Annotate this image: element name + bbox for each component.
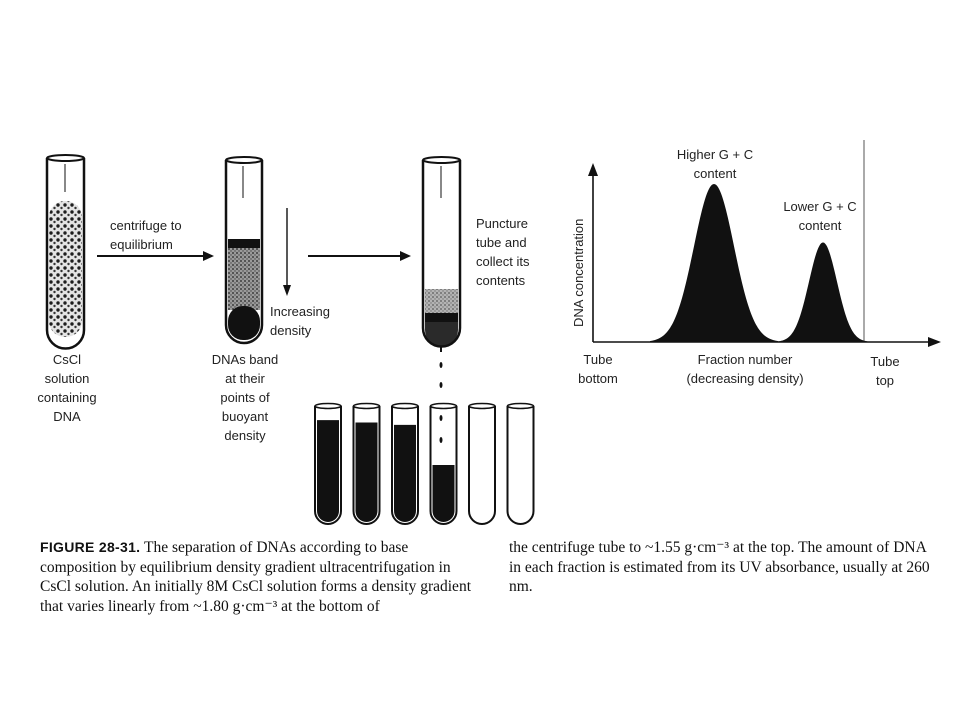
caption-left-text: The separation of DNAs according to base composition by equilibrium density gradient ultracentrifugation in CsCl solution. An initially 8M CsCl solution forms a density gradient that varies linearly from ~1.80 g·cm⁻³ at the bottom of: [40, 539, 471, 615]
arrow-centrifuge-head: [203, 251, 214, 261]
arrow-puncture-head: [400, 251, 411, 261]
peak-2: [778, 243, 868, 343]
fraction-tube-4: [431, 404, 457, 525]
arrow-centrifuge-label: centrifuge to equilibrium: [110, 218, 182, 252]
chart-x-left-label: Tube bottom: [578, 352, 618, 386]
tube1-rim: [47, 155, 84, 161]
fraction-tube-6: [508, 404, 534, 525]
tube1-caption: CsCl solution containing DNA: [37, 352, 97, 424]
fraction-tube-outline: [508, 406, 534, 524]
density-arrow-head: [283, 285, 291, 296]
caption-right-text: the centrifuge tube to ~1.55 g·cm⁻³ at the top. The amount of DNA in each fraction is estimated from its UV absorbance, usually at 260 nm.: [509, 539, 930, 595]
tube2-top-band: [228, 239, 260, 248]
figure-caption-right: [509, 538, 934, 597]
tube-cscl-solution: [47, 155, 84, 349]
fraction-tubes: [315, 404, 534, 525]
fraction-tube-1: [315, 404, 341, 525]
drop: [440, 382, 443, 388]
drop: [440, 437, 443, 443]
fraction-tube-2: [354, 404, 380, 525]
fraction-tube-3: [392, 404, 418, 525]
drop: [440, 362, 443, 368]
fraction-tube-outline: [469, 406, 495, 524]
chart-x-right-label: Tube top: [870, 354, 900, 388]
tube2-caption: DNAs band at their points of buoyant density: [211, 352, 279, 443]
tube2-gradient: [228, 246, 260, 310]
drops: [440, 362, 443, 443]
chart-x-axis-head: [928, 337, 941, 347]
fraction-tube-contents: [317, 420, 339, 522]
tube2-bottom-band: [228, 306, 260, 340]
fraction-tube-contents: [356, 423, 378, 522]
peak-label-lower-gc: Lower G + C content: [783, 199, 857, 233]
chart-x-label: Fraction number (decreasing density): [686, 352, 804, 386]
chart-y-axis-head: [588, 163, 598, 176]
figure-caption-left: [40, 538, 480, 616]
chart-y-label: DNA concentration: [571, 218, 586, 327]
tube1-liquid: [49, 201, 82, 337]
tube3-gradient: [425, 289, 458, 313]
peak-label-higher-gc: Higher G + C content: [676, 147, 754, 181]
tube-banded: [226, 157, 262, 343]
fraction-tube-contents: [394, 425, 416, 522]
tube3-band: [425, 313, 458, 322]
tube-punctured: [423, 157, 460, 352]
figure-number: FIGURE 28-31.: [40, 539, 141, 555]
fraction-tube-contents: [433, 465, 455, 522]
fraction-tube-5: [469, 404, 495, 525]
arrow-puncture-label: Puncture tube and collect its contents: [476, 216, 530, 288]
drop: [440, 415, 443, 421]
density-arrow-label: Increasing density: [270, 304, 330, 338]
